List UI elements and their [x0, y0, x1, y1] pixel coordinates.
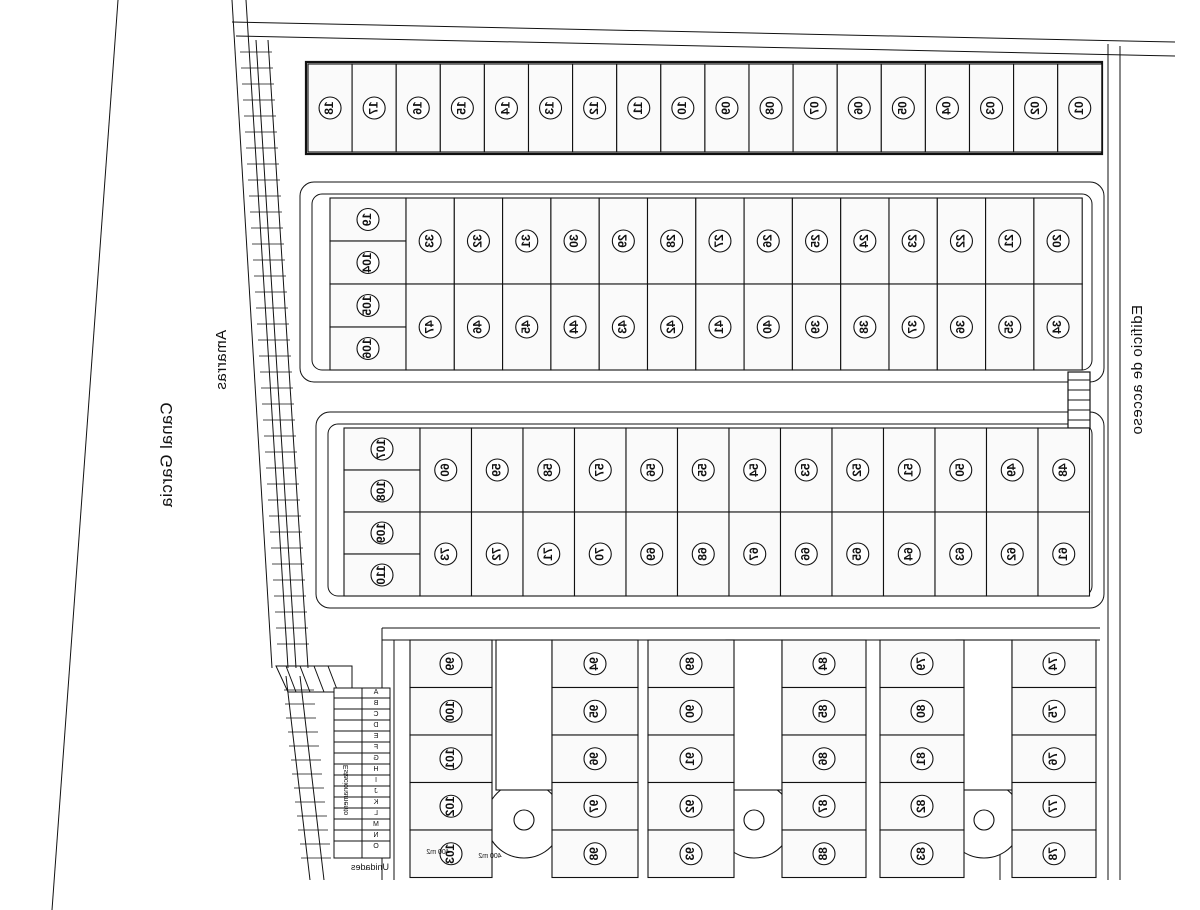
- lot-number: 37: [905, 320, 920, 334]
- lot-39[interactable]: [792, 284, 840, 370]
- lot-number: 88: [816, 847, 831, 861]
- lot-number: 49: [1004, 463, 1019, 477]
- lot-109[interactable]: [344, 512, 420, 554]
- lot-70[interactable]: [575, 512, 627, 596]
- lot-69[interactable]: [626, 512, 678, 596]
- lot-number: 76: [1046, 752, 1061, 766]
- lot-number: 12: [586, 101, 601, 115]
- lot-number: 85: [816, 704, 831, 718]
- lot-number: 23: [905, 234, 920, 248]
- lot-94[interactable]: [552, 640, 638, 688]
- lot-number: 40: [760, 320, 775, 334]
- lot-number: 61: [1055, 547, 1070, 561]
- lot-51[interactable]: [884, 428, 936, 512]
- lot-33[interactable]: [406, 198, 454, 284]
- lot-45[interactable]: [503, 284, 551, 370]
- lot-52[interactable]: [832, 428, 884, 512]
- lot-37[interactable]: [889, 284, 937, 370]
- lot-number: 66: [798, 547, 813, 561]
- lot-16[interactable]: [396, 64, 440, 152]
- lot-03[interactable]: [970, 64, 1014, 152]
- lot-28[interactable]: [648, 198, 696, 284]
- lot-number: 92: [683, 799, 698, 813]
- lot-71[interactable]: [523, 512, 575, 596]
- label-estacionamento: Estacionamento: [343, 764, 350, 816]
- lot-number: 08: [763, 101, 778, 115]
- lot-102[interactable]: [410, 783, 492, 831]
- lot-26[interactable]: [744, 198, 792, 284]
- lot-number: 83: [914, 847, 929, 861]
- lot-18[interactable]: [308, 64, 352, 152]
- legend-letter: M: [373, 821, 379, 828]
- legend-letter: E: [373, 733, 379, 740]
- lot-58[interactable]: [523, 428, 575, 512]
- lot-number: 32: [470, 234, 485, 248]
- lot-number: 14: [498, 101, 513, 115]
- lot-87[interactable]: [782, 783, 866, 831]
- lot-number: 45: [518, 320, 533, 334]
- lot-number: 11: [630, 101, 645, 115]
- lot-74[interactable]: [1012, 640, 1096, 688]
- legend-letter: B: [373, 700, 379, 707]
- legend-letter: F: [373, 744, 379, 751]
- lot-98[interactable]: [552, 830, 638, 878]
- lot-44[interactable]: [551, 284, 599, 370]
- lot-number: 54: [746, 463, 761, 477]
- lot-number: 84: [816, 657, 831, 671]
- lot-number: 01: [1071, 101, 1086, 115]
- lot-01[interactable]: [1058, 64, 1102, 152]
- label-area-1: 400 m2: [426, 849, 450, 856]
- lot-number: 62: [1004, 547, 1019, 561]
- lot-number: 59: [489, 463, 504, 477]
- lot-104[interactable]: [330, 241, 406, 284]
- legend-letter: C: [373, 711, 379, 718]
- lot-99[interactable]: [410, 640, 492, 688]
- lot-68[interactable]: [678, 512, 730, 596]
- lot-number: 97: [587, 799, 602, 813]
- lot-29[interactable]: [599, 198, 647, 284]
- lot-66[interactable]: [781, 512, 833, 596]
- lot-number: 10: [675, 101, 690, 115]
- lot-78[interactable]: [1012, 830, 1096, 878]
- lot-35[interactable]: [986, 284, 1034, 370]
- label-amarras: Amarras: [213, 329, 230, 391]
- lot-number: 106: [360, 338, 375, 359]
- lot-number: 07: [807, 101, 822, 115]
- lot-54[interactable]: [729, 428, 781, 512]
- lot-82[interactable]: [880, 783, 964, 831]
- lot-number: 27: [712, 234, 727, 248]
- lot-number: 41: [712, 320, 727, 334]
- lot-number: 65: [849, 547, 864, 561]
- lot-17[interactable]: [352, 64, 396, 152]
- lot-46[interactable]: [454, 284, 502, 370]
- lot-34[interactable]: [1034, 284, 1082, 370]
- lot-22[interactable]: [937, 198, 985, 284]
- lot-number: 06: [851, 101, 866, 115]
- lot-62[interactable]: [987, 512, 1039, 596]
- lot-number: 82: [914, 799, 929, 813]
- lot-number: 102: [443, 796, 458, 817]
- lot-43[interactable]: [599, 284, 647, 370]
- lot-number: 44: [567, 320, 582, 334]
- lot-number: 63: [952, 547, 967, 561]
- lot-number: 93: [683, 847, 698, 861]
- lot-04[interactable]: [925, 64, 969, 152]
- lot-number: 95: [587, 704, 602, 718]
- lot-20[interactable]: [1034, 198, 1082, 284]
- legend-letter: D: [373, 722, 379, 729]
- lot-77[interactable]: [1012, 783, 1096, 831]
- lot-number: 60: [437, 463, 452, 477]
- lot-number: 47: [422, 320, 437, 334]
- lot-85[interactable]: [782, 688, 866, 736]
- lot-number: 89: [683, 657, 698, 671]
- lot-number: 16: [410, 101, 425, 115]
- lot-number: 91: [683, 752, 698, 766]
- legend-letter: N: [373, 832, 379, 839]
- lot-55[interactable]: [678, 428, 730, 512]
- lot-60[interactable]: [420, 428, 472, 512]
- lot-number: 108: [374, 480, 389, 502]
- access-building-gate-icon: [1068, 372, 1090, 428]
- lot-57[interactable]: [575, 428, 627, 512]
- lot-32[interactable]: [454, 198, 502, 284]
- lot-number: 31: [518, 234, 533, 248]
- label-canal-garcia: Canal Garcia: [157, 402, 176, 508]
- lot-92[interactable]: [648, 783, 734, 831]
- lot-number: 04: [939, 101, 954, 115]
- lot-48[interactable]: [1038, 428, 1090, 512]
- lot-number: 72: [489, 547, 504, 561]
- lot-73[interactable]: [420, 512, 472, 596]
- lot-number: 29: [615, 234, 630, 248]
- lot-number: 22: [953, 234, 968, 248]
- lot-number: 81: [914, 752, 929, 766]
- lot-02[interactable]: [1014, 64, 1058, 152]
- lot-19[interactable]: [330, 198, 406, 241]
- lot-61[interactable]: [1038, 512, 1090, 596]
- lot-number: 38: [857, 320, 872, 334]
- lot-08[interactable]: [749, 64, 793, 152]
- lot-09[interactable]: [705, 64, 749, 152]
- lot-number: 69: [643, 547, 658, 561]
- lot-number: 96: [587, 752, 602, 766]
- lot-31[interactable]: [503, 198, 551, 284]
- lot-95[interactable]: [552, 688, 638, 736]
- lot-11[interactable]: [617, 64, 661, 152]
- lot-number: 25: [808, 234, 823, 248]
- lot-number: 87: [816, 799, 831, 813]
- lot-number: 105: [360, 295, 375, 316]
- lot-number: 71: [540, 547, 555, 561]
- lot-number: 15: [454, 101, 469, 115]
- lot-number: 35: [1001, 320, 1016, 334]
- lot-49[interactable]: [987, 428, 1039, 512]
- lot-38[interactable]: [841, 284, 889, 370]
- lot-63[interactable]: [935, 512, 987, 596]
- lot-106[interactable]: [330, 327, 406, 370]
- lot-75[interactable]: [1012, 688, 1096, 736]
- lot-14[interactable]: [484, 64, 528, 152]
- lot-53[interactable]: [781, 428, 833, 512]
- lot-number: 80: [914, 704, 929, 718]
- lot-number: 75: [1046, 704, 1061, 718]
- lot-number: 52: [849, 463, 864, 477]
- lot-number: 98: [587, 847, 602, 861]
- lot-93[interactable]: [648, 830, 734, 878]
- legend-letter: L: [374, 810, 378, 817]
- lot-number: 34: [1050, 320, 1065, 334]
- lot-number: 21: [1001, 234, 1016, 248]
- lot-number: 90: [683, 704, 698, 718]
- lot-number: 74: [1046, 657, 1061, 671]
- lot-number: 05: [895, 101, 910, 115]
- lot-07[interactable]: [793, 64, 837, 152]
- lot-83[interactable]: [880, 830, 964, 878]
- lot-number: 77: [1046, 799, 1061, 813]
- lot-number: 30: [567, 234, 582, 248]
- lot-number: 46: [470, 320, 485, 334]
- lot-number: 19: [360, 212, 375, 227]
- legend-letter: H: [373, 766, 379, 773]
- lot-number: 73: [437, 547, 452, 561]
- lot-number: 17: [366, 101, 381, 115]
- lot-64[interactable]: [884, 512, 936, 596]
- lot-number: 103: [443, 843, 458, 864]
- lot-24[interactable]: [841, 198, 889, 284]
- lot-110[interactable]: [344, 554, 420, 596]
- label-area-2: 400 m2: [478, 853, 502, 860]
- lot-number: 43: [615, 320, 630, 334]
- lot-number: 28: [663, 234, 678, 248]
- legend-letter: J: [374, 788, 378, 795]
- lot-23[interactable]: [889, 198, 937, 284]
- lot-89[interactable]: [648, 640, 734, 688]
- lot-number: 13: [542, 101, 557, 115]
- lot-72[interactable]: [472, 512, 524, 596]
- lot-number: 20: [1050, 234, 1065, 248]
- lot-90[interactable]: [648, 688, 734, 736]
- lot-42[interactable]: [648, 284, 696, 370]
- lot-50[interactable]: [935, 428, 987, 512]
- lot-97[interactable]: [552, 783, 638, 831]
- legend-letter: A: [373, 689, 379, 696]
- lot-88[interactable]: [782, 830, 866, 878]
- lot-41[interactable]: [696, 284, 744, 370]
- lot-number: 02: [1027, 101, 1042, 115]
- lot-number: 39: [808, 320, 823, 334]
- lot-47[interactable]: [406, 284, 454, 370]
- lot-84[interactable]: [782, 640, 866, 688]
- lot-36[interactable]: [937, 284, 985, 370]
- legend-letter: K: [373, 799, 379, 806]
- lot-13[interactable]: [529, 64, 573, 152]
- lot-76[interactable]: [1012, 735, 1096, 783]
- lot-number: 53: [798, 463, 813, 477]
- lot-number: 79: [914, 657, 929, 671]
- lot-number: 50: [952, 463, 967, 477]
- lot-number: 18: [322, 101, 337, 115]
- label-edificio-acceso: Edificio de acceso: [1129, 305, 1146, 435]
- lot-number: 101: [443, 748, 458, 769]
- lot-81[interactable]: [880, 735, 964, 783]
- lot-10[interactable]: [661, 64, 705, 152]
- lot-number: 48: [1055, 463, 1070, 477]
- lot-86[interactable]: [782, 735, 866, 783]
- lot-number: 110: [374, 565, 389, 585]
- lot-15[interactable]: [440, 64, 484, 152]
- lot-number: 70: [592, 547, 607, 561]
- lot-05[interactable]: [881, 64, 925, 152]
- lot-101[interactable]: [410, 735, 492, 783]
- legend-letter: O: [373, 843, 379, 850]
- lot-107[interactable]: [344, 428, 420, 470]
- lot-number: 64: [901, 547, 916, 561]
- lot-number: 56: [643, 463, 658, 477]
- lot-80[interactable]: [880, 688, 964, 736]
- lot-27[interactable]: [696, 198, 744, 284]
- lot-number: 78: [1046, 847, 1061, 861]
- lot-06[interactable]: [837, 64, 881, 152]
- legend-letters: [373, 689, 379, 850]
- lot-number: 86: [816, 752, 831, 766]
- lot-number: 104: [360, 252, 375, 273]
- lot-79[interactable]: [880, 640, 964, 688]
- lot-number: 26: [760, 234, 775, 248]
- lot-21[interactable]: [986, 198, 1034, 284]
- lot-number: 09: [719, 101, 734, 115]
- lot-40[interactable]: [744, 284, 792, 370]
- lot-59[interactable]: [472, 428, 524, 512]
- lot-number: 107: [374, 438, 389, 460]
- lot-65[interactable]: [832, 512, 884, 596]
- lot-56[interactable]: [626, 428, 678, 512]
- lot-number: 36: [953, 320, 968, 334]
- lot-25[interactable]: [792, 198, 840, 284]
- lot-30[interactable]: [551, 198, 599, 284]
- lot-number: 94: [587, 657, 602, 671]
- lot-number: 99: [443, 657, 458, 671]
- lot-96[interactable]: [552, 735, 638, 783]
- lot-number: 57: [592, 463, 607, 477]
- lot-105[interactable]: [330, 284, 406, 327]
- lot-number: 24: [857, 234, 872, 248]
- lot-number: 67: [746, 547, 761, 561]
- lot-number: 55: [695, 463, 710, 477]
- lot-12[interactable]: [573, 64, 617, 152]
- lot-number: 03: [983, 101, 998, 115]
- lot-number: 58: [540, 463, 555, 477]
- label-unidades: Unidades: [350, 862, 390, 872]
- legend-letter: I: [375, 777, 377, 784]
- lot-67[interactable]: [729, 512, 781, 596]
- lot-108[interactable]: [344, 470, 420, 512]
- legend-letter: G: [373, 755, 379, 762]
- lot-100[interactable]: [410, 688, 492, 736]
- lot-number: 100: [443, 701, 458, 722]
- lot-number: 68: [695, 547, 710, 561]
- lot-number: 51: [901, 463, 916, 477]
- lot-number: 109: [374, 522, 389, 544]
- lot-number: 33: [422, 234, 437, 248]
- lot-number: 42: [663, 320, 678, 334]
- lot-91[interactable]: [648, 735, 734, 783]
